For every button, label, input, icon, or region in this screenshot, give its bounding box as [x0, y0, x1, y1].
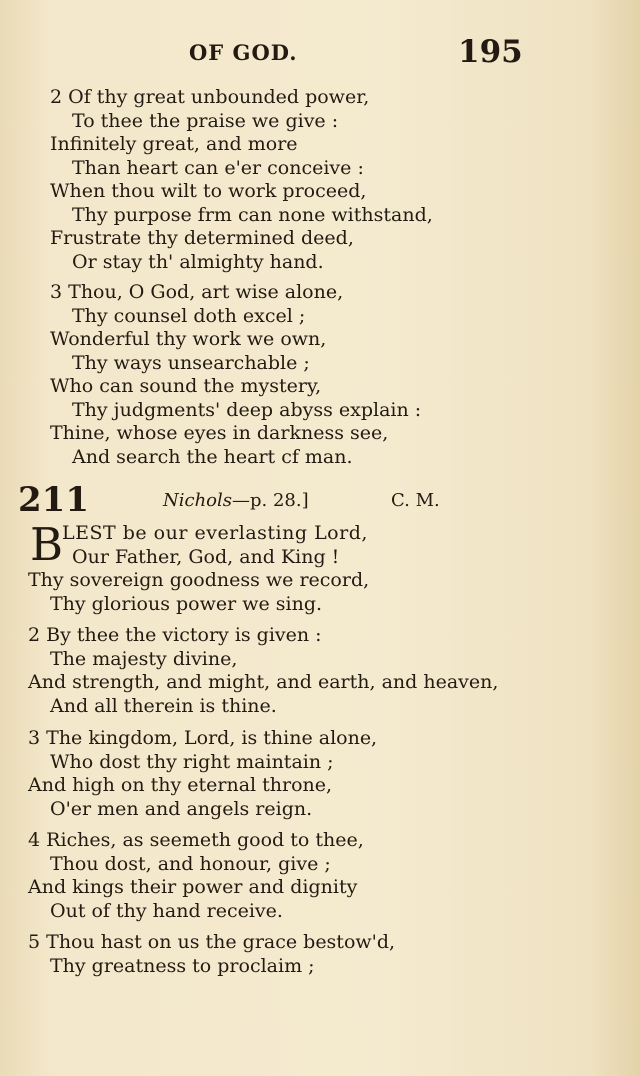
verse-text: Thou, O God, art wise alone,	[68, 281, 344, 303]
stanza-number: 2	[50, 86, 63, 108]
verse-line: When thou wilt to work proceed,	[50, 180, 367, 202]
verse-line	[50, 281, 421, 305]
verse-line: The majesty divine,	[50, 647, 238, 670]
verse-line: Frustrate thy determined deed,	[50, 227, 354, 249]
hymn-211-stanza-1	[28, 518, 370, 616]
verse-line	[28, 624, 498, 648]
verse-line: Thy judgments' deep abyss explain :	[72, 398, 422, 421]
verse-line	[28, 931, 395, 955]
hymn-number: 211	[18, 480, 89, 520]
stanza-number: 5	[28, 931, 41, 953]
verse-line: Thy purpose frm can none withstand,	[72, 203, 433, 226]
verse-line: Wonderful thy work we own,	[50, 328, 327, 350]
verse-line: Thine, whose eyes in darkness see,	[50, 422, 389, 444]
verse-text: Of thy great unbounded power,	[68, 86, 370, 108]
verse-text: Thou hast on us the grace bestow'd,	[46, 931, 396, 953]
verse-line: Out of thy hand receive.	[50, 899, 283, 922]
verse-line: And strength, and might, and earth, and heaven,	[28, 671, 499, 693]
verse-line: LEST be our everlasting Lord,	[62, 522, 368, 544]
prev-hymn-stanza-2	[50, 86, 433, 274]
stanza-number: 3	[50, 281, 63, 303]
verse-line: Or stay th' almighty hand.	[72, 250, 324, 273]
hymn-heading	[18, 480, 618, 520]
stanza-number: 3	[28, 727, 41, 749]
verse-line: And all therein is thine.	[50, 694, 277, 717]
prev-hymn-stanza-3	[50, 281, 421, 469]
verse-line: Thy glorious power we sing.	[50, 592, 323, 615]
verse-line	[50, 86, 433, 110]
verse-text: By thee the victory is given :	[46, 624, 322, 646]
verse-line: Who dost thy right maintain ;	[50, 750, 334, 773]
running-title: OF GOD.	[189, 40, 298, 65]
verse-line: And kings their power and dignity	[28, 876, 358, 898]
verse-line: Thou dost, and honour, give ;	[50, 852, 331, 875]
verse-line: And search the heart cf man.	[72, 445, 353, 468]
verse-line: Than heart can e'er conceive :	[72, 156, 364, 179]
tune-page: —p. 28.]	[232, 490, 309, 511]
drop-cap: B	[30, 518, 64, 571]
hymn-211-stanza-4	[28, 829, 364, 923]
meter: C. M.	[391, 490, 440, 511]
tune-reference	[163, 490, 309, 511]
stanza-number: 4	[28, 829, 41, 851]
verse-line: Thy ways unsearchable ;	[72, 351, 310, 374]
tune-name: Nichols	[163, 490, 233, 511]
verse-line: Thy sovereign goodness we record,	[28, 569, 370, 591]
verse-line: Who can sound the mystery,	[50, 375, 322, 397]
verse-line: O'er men and angels reign.	[50, 797, 313, 820]
verse-text: Riches, as seemeth good to thee,	[46, 829, 364, 851]
verse-line	[28, 829, 364, 853]
page-number: 195	[458, 34, 523, 70]
hymn-211-stanza-3	[28, 727, 377, 821]
verse-line: And high on thy eternal throne,	[28, 774, 333, 796]
verse-line: To thee the praise we give :	[72, 109, 339, 132]
verse-line: Thy counsel doth excel ;	[72, 304, 306, 327]
hymn-211-stanza-5	[28, 931, 395, 978]
verse-line: Thy greatness to proclaim ;	[50, 954, 315, 977]
verse-line	[28, 727, 377, 751]
stanza-number: 2	[28, 624, 41, 646]
verse-line: Infinitely great, and more	[50, 133, 298, 155]
verse-line: Our Father, God, and King !	[72, 545, 340, 568]
hymn-211-stanza-2	[28, 624, 498, 718]
verse-text: The kingdom, Lord, is thine alone,	[46, 727, 378, 749]
